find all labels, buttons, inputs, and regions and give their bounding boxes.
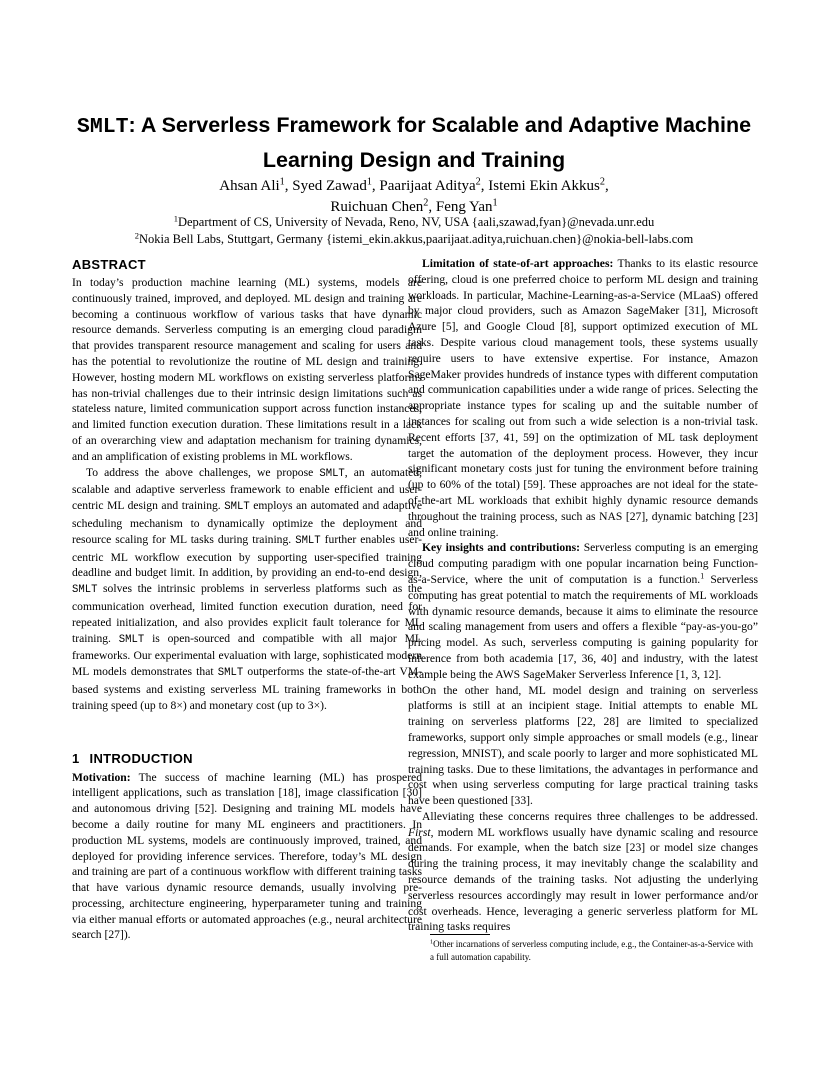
intro-paragraph-challenges — [408, 809, 758, 935]
footnote — [430, 938, 758, 963]
abstract-paragraph-2 — [72, 465, 422, 714]
paragraph-text-run: outperforms the state-of-the-art VM-based systems and existing serverless ML training frameworks in both training speed (up to 8×) and monetary cost (up to 3×). — [72, 665, 422, 712]
author-affil-sup: 1 — [279, 176, 285, 188]
section-heading-introduction — [72, 750, 422, 768]
author-separator: , — [284, 178, 293, 194]
paragraph-body: Alleviating these concerns requires three challenges to be addressed. — [422, 809, 758, 823]
intro-paragraph-motivation — [72, 770, 422, 944]
section-title: INTRODUCTION — [89, 750, 193, 766]
affiliation-1 — [40, 214, 788, 231]
footnote-rule — [430, 934, 490, 935]
paragraph-text-run: To address the above challenges, we propose — [86, 465, 320, 479]
title-system-name: SMLT — [76, 115, 129, 139]
author-separator: , — [371, 178, 380, 194]
intro-paragraph-incipient: On the other hand, ML model design and training on serverless platforms is still at an incipient stage. Initial attempts to enable ML training on serverless platforms [22, 28] are limited to specialized frameworks, support only simple approaches or small models (e.g., linear regression, MNIST), and scale poorly to larger and more sophisticated ML training tasks. Due to these limitations, the advantages in performance and cost when using serverless computing for large practical training tasks have been questioned [33]. — [408, 683, 758, 808]
author-affil-sup: 2 — [475, 176, 481, 188]
author-affil-sup: 1 — [492, 197, 498, 209]
paragraph-lead: Key insights and contributions: — [422, 541, 580, 555]
affiliation-sup: 2 — [134, 230, 139, 241]
system-name: SMLT — [319, 467, 345, 480]
affiliation-text: Department of CS, University of Nevada, Reno, NV, USA {aali,szawad,fyan}@nevada.unr.edu — [177, 215, 655, 229]
paper-title — [40, 109, 788, 177]
system-name: SMLT — [295, 534, 321, 547]
right-column — [408, 256, 758, 935]
paragraph-lead: Limitation of state-of-art approaches: — [422, 257, 614, 270]
section-number: 1 — [72, 750, 80, 766]
paragraph-text-run: , an automated, scalable and adaptive serverless framework to enable efficient and user-centric ML design and training. — [72, 465, 423, 513]
affiliation-2 — [40, 231, 788, 248]
system-name: SMLT — [118, 633, 145, 646]
author-line-1 — [40, 176, 788, 197]
left-column — [72, 256, 422, 943]
paragraph-body: Serverless computing is an emerging cloud computing paradigm with one popular incarnation being Function-as-a-Service, where the unit of computation is a function. — [408, 541, 758, 586]
title-line1-rest: : A Serverless Framework for Scalable and Adaptive Machine — [128, 113, 752, 137]
paragraph-body: , modern ML workflows usually have dynamic scaling and resource demands. For example, when the batch size [23] or model size changes during the training process, it may inevitably change the scalability and resource demands of the training tasks. Not adjusting the underlying serverless resources accordingly may result in lower performance and/or cost overheads. Hence, leveraging a generic serverless platform for ML training tasks requires — [408, 825, 758, 934]
emphasis: First — [408, 825, 431, 839]
intro-paragraph-insights — [408, 540, 758, 682]
system-name: SMLT — [224, 501, 250, 514]
author-name: Istemi Ekin Akkus — [488, 178, 600, 194]
author-affil-sup: 2 — [423, 197, 429, 209]
system-name: SMLT — [217, 667, 244, 680]
paragraph-text-run: employs an automated and adaptive scheduling mechanism to dynamically optimize the deployment and resource scaling for ML tasks during training. — [72, 499, 422, 546]
author-name: Feng Yan — [435, 199, 493, 215]
author-name: Syed Zawad — [292, 178, 367, 194]
system-name: SMLT — [72, 584, 98, 597]
author-name: Paarijaat Aditya — [379, 178, 476, 194]
paragraph-body: Serverless computing has great potential to match the requirements of ML workloads with dynamic resource demands, because it aims to eliminate the resource and scaling management from users and offers a flexible “pay-as-you-go” pricing model. As such, serverless computing is gaining popularity for inference from both academia [17, 36, 40] and industry, with the latest example being the AWS SageMaker Serverless Inference [1, 3, 12]. — [408, 572, 758, 681]
author-list — [40, 176, 788, 218]
intro-paragraph-limitations — [408, 256, 758, 540]
abstract-heading: ABSTRACT — [72, 257, 146, 272]
affiliation-text: Nokia Bell Labs, Stuttgart, Germany {istemi_ekin.akkus,paarijaat.aditya,ruichuan.chen}@nokia-bell-labs.com — [138, 232, 694, 246]
footnote-sup: 1 — [430, 939, 434, 946]
abstract-paragraph-1: In today’s production machine learning (ML) systems, models are continuously trained, improved, and deployed. ML design and training are becoming a continuous workflow of various tasks that have dynamic resource demands. Serverless computing is an emerging cloud paradigm that provides transparent resource management and scaling for users and has the potential to revolutionize the routine of ML design and training. However, hosting modern ML workflows on existing serverless platforms has non-trivial challenges due to their intrinsic design limitations such as stateless nature, limited communication support across function instances, and limited function execution duration. These limitations result in a lack of an overarching view and adaptation mechanism for training dynamics, and an amplification of existing problems in ML workflows. — [72, 276, 422, 463]
author-separator: , — [428, 199, 436, 215]
footnote-text: Other incarnations of serverless computing include, e.g., the Container-as-a-Service with a full automation capability. — [430, 939, 754, 962]
author-affil-sup: 2 — [599, 176, 605, 188]
affiliations — [40, 214, 788, 248]
paragraph-body: Thanks to its elastic resource offering, cloud is one preferred choice to perform ML design and training workloads. In particular, Machine-Learning-as-a-Service (MLaaS) offered by major cloud providers, such as Amazon SageMaker [31], Microsoft Azure [5], and Google Cloud [8], support optimized execution of ML tasks. Despite various cloud management tools, these systems usually require users to have extensive expertise. For instance, Amazon SageMaker provides hundreds of instance types with different computation and communication capabilities under a wide range of prices. Selecting the appropriate instance types for scaling up and the suitable number of instances for scaling out from such a wide selection is a non-trivial task. Recent efforts [37, 41, 59] on the optimization of ML task deployment target the automation of the deployment process. However, they incur significant monetary costs just for tuning the environment before training (up to 60% of the total) [59]. These approaches are not ideal for the state-of-the-art ML workloads that exhibit highly dynamic resource demands throughout the training process, such as NAS [27], dynamic batching [23] and online training. — [408, 257, 758, 539]
author-name: Ruichuan Chen — [330, 199, 424, 215]
paragraph-text-run: solves the intrinsic problems in serverless platforms such as the communication overhead, limited function execution duration, need for repeated initialization, and also provides explicit fault tolerance for ML training. — [72, 582, 422, 645]
paragraph-lead: Motivation: — [72, 770, 131, 784]
author-separator: , — [605, 178, 609, 194]
author-name: Ahsan Ali — [219, 178, 280, 194]
paragraph-text-run: further enables user-centric ML workflow execution by supporting user-specified training deadline and budget limit. In addition, by providing an end-to-end design, — [72, 532, 422, 580]
paragraph-body: The success of machine learning (ML) has prospered intelligent applications, such as translation [18], image classification [30] and autonomous driving [52]. Designing and training ML models have become a daily routine for many ML engineers and practitioners. In production ML systems, models are continuously improved, trained, and deployed for providing inference services. Therefore, today’s ML design and training are part of a continuous workflow with different training tasks that have various dynamic resource demands, usually involving pre-processing, architecture engineering, hyperparameter tuning and training via either manual efforts or automated approaches (e.g., neural architecture search [27]). — [72, 770, 422, 942]
footnote-marker[interactable]: 1 — [700, 571, 705, 581]
author-separator: , — [480, 178, 489, 194]
affiliation-sup: 1 — [173, 213, 178, 224]
author-affil-sup: 1 — [366, 176, 372, 188]
title-line2: Learning Design and Training — [262, 148, 566, 172]
paragraph-text-run: is open-sourced and compatible with all major ML frameworks. Our experimental evaluation with large, sophisticated modern ML models demonstrates that — [72, 631, 422, 679]
